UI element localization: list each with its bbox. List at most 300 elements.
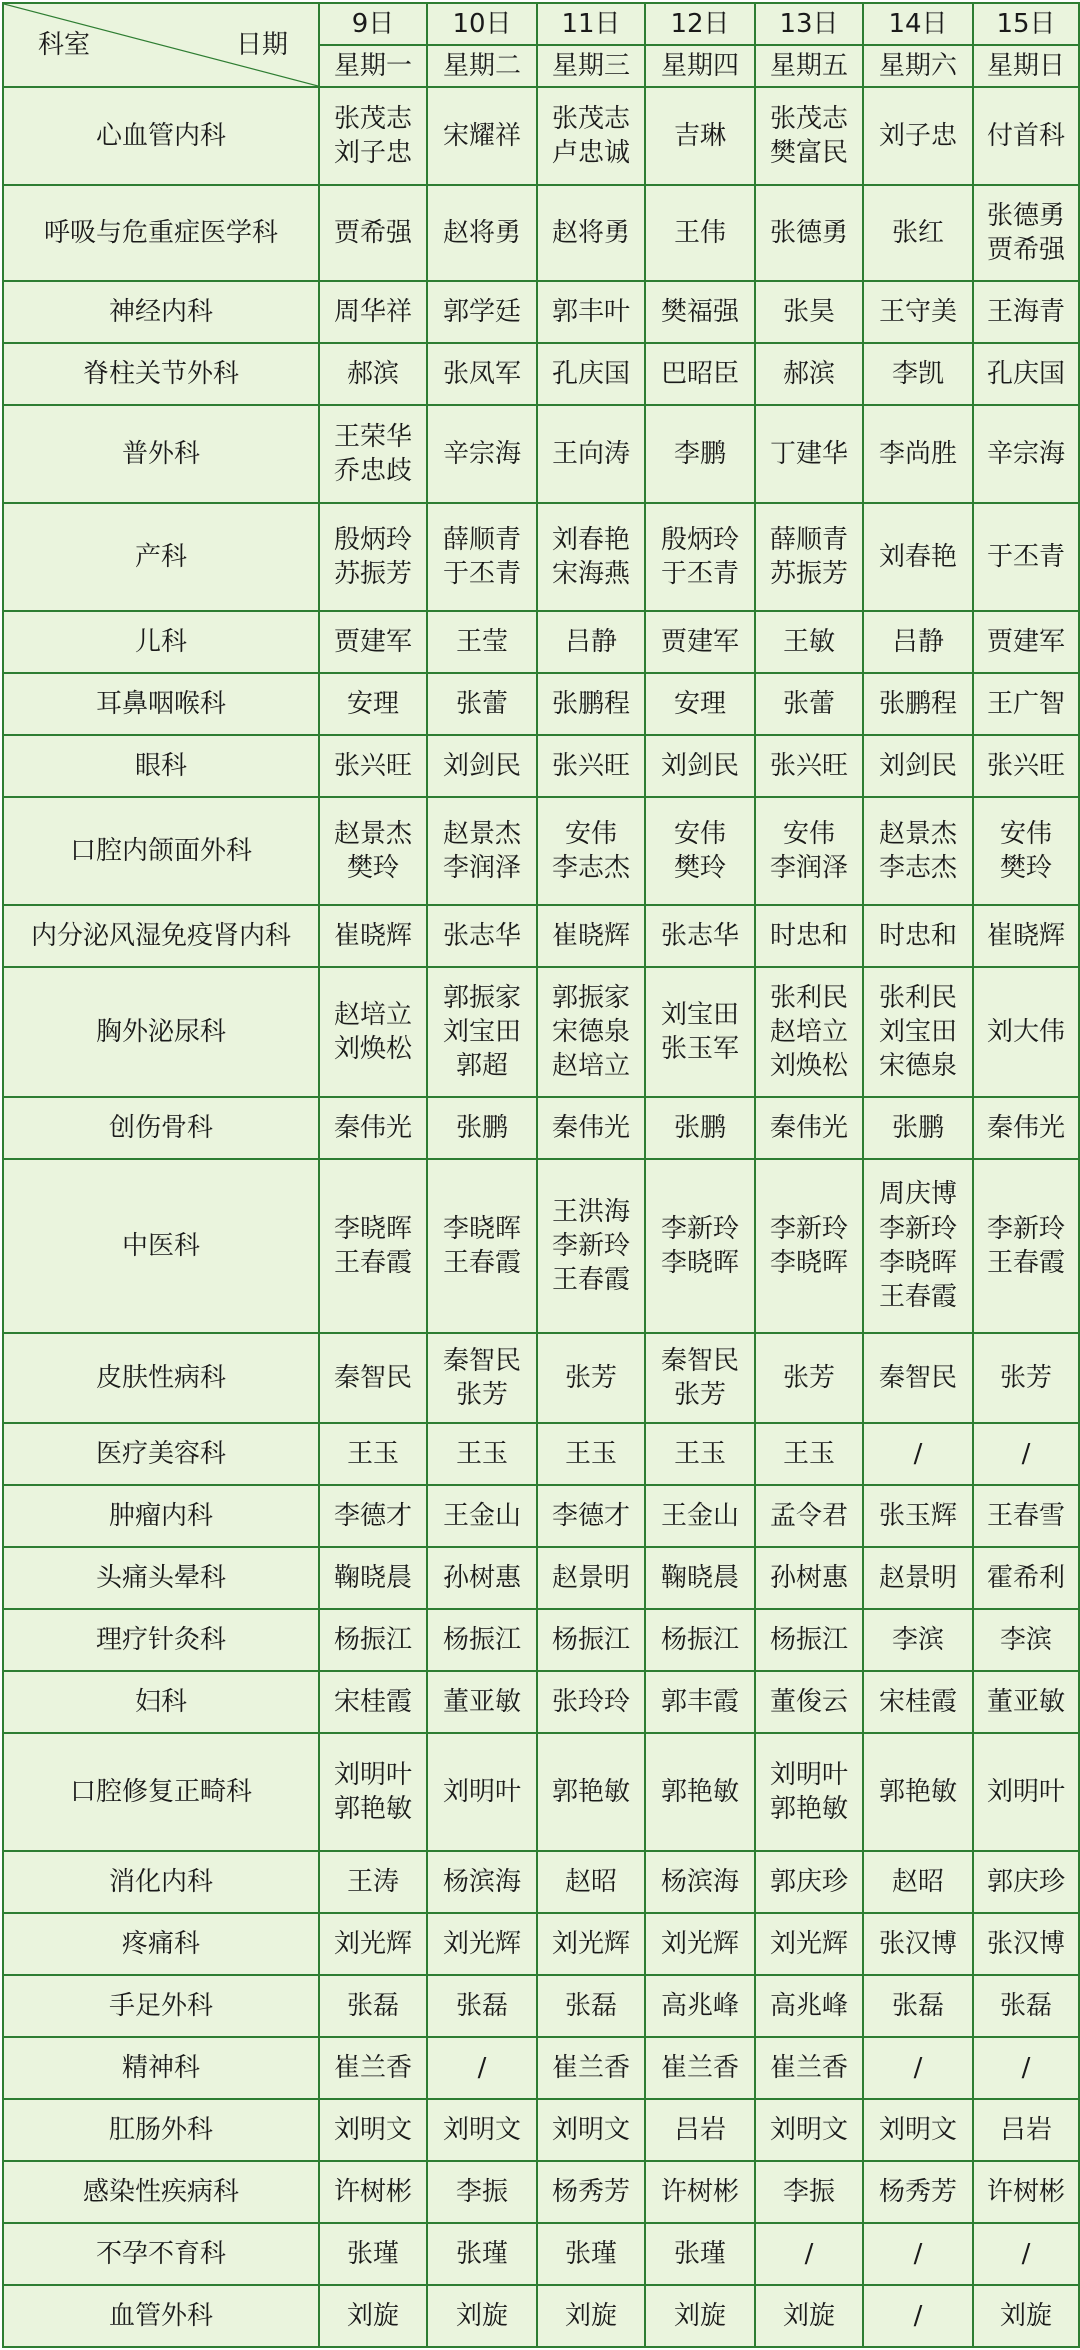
doctor-name: 贾建军 [660, 626, 739, 657]
doctor-name: 刘旋 [999, 2300, 1052, 2331]
duty-cell [863, 405, 973, 503]
department-name: 口腔修复正畸科 [3, 1733, 319, 1851]
duty-cell [755, 503, 863, 611]
duty-cell [427, 797, 537, 905]
doctor-name: 郭艳敏 [878, 1776, 957, 1807]
duty-cell [973, 503, 1079, 611]
duty-cell [427, 673, 537, 735]
doctor-name: 杨振江 [333, 1624, 412, 1655]
duty-cell [645, 735, 755, 797]
doctor-name: 张茂志 [551, 103, 630, 134]
duty-cell [863, 1913, 973, 1975]
doctor-name: 郝滨 [782, 358, 835, 389]
doctor-name: 樊玲 [999, 853, 1052, 883]
department-name: 不孕不育科 [3, 2223, 319, 2285]
doctor-name: 杨振江 [551, 1624, 630, 1655]
doctor-name: 李振 [455, 2176, 508, 2207]
duty-cell [645, 967, 755, 1097]
duty-cell [427, 1851, 537, 1913]
duty-cell [319, 2223, 427, 2285]
duty-cell [427, 281, 537, 343]
duty-cell [755, 281, 863, 343]
doctor-name: 宋海燕 [551, 559, 630, 589]
duty-cell [863, 1733, 973, 1851]
doctor-name: 秦伟光 [551, 1112, 630, 1143]
duty-cell [755, 87, 863, 185]
department-name: 口腔内颌面外科 [3, 797, 319, 905]
doctor-name: 秦伟光 [769, 1112, 848, 1143]
doctor-name: 李鹏 [673, 438, 726, 469]
duty-cell [645, 1851, 755, 1913]
department-name: 疼痛科 [3, 1913, 319, 1975]
doctor-name: 吕静 [564, 626, 617, 657]
duty-cell [863, 1671, 973, 1733]
duty-cell [645, 2223, 755, 2285]
doctor-name: 刘旋 [782, 2300, 835, 2331]
duty-cell [537, 1609, 645, 1671]
duty-cell [863, 343, 973, 405]
doctor-name: 李晓晖 [442, 1213, 521, 1244]
doctor-name: 周华祥 [333, 296, 412, 327]
doctor-name: 张瑾 [346, 2238, 399, 2269]
doctor-name: 殷炳玲 [333, 524, 412, 555]
doctor-name: 杨滨海 [442, 1866, 521, 1897]
duty-cell [645, 1913, 755, 1975]
doctor-name: 卢忠诚 [551, 138, 630, 168]
duty-cell [427, 2099, 537, 2161]
duty-cell [645, 1547, 755, 1609]
duty-cell [863, 673, 973, 735]
duty-cell [537, 2161, 645, 2223]
schedule-row [3, 1671, 1079, 1733]
schedule-row [3, 967, 1079, 1097]
doctor-name: 王玉 [346, 1438, 399, 1469]
duty-cell [863, 611, 973, 673]
duty-cell [537, 611, 645, 673]
duty-cell [537, 503, 645, 611]
duty-cell [755, 1609, 863, 1671]
doctor-name: 刘明叶 [442, 1776, 521, 1807]
duty-cell [645, 185, 755, 281]
duty-cell [973, 1733, 1079, 1851]
duty-cell [973, 1159, 1079, 1333]
doctor-name: 崔兰香 [333, 2052, 412, 2083]
duty-cell [863, 1609, 973, 1671]
doctor-name: 刘旋 [346, 2300, 399, 2331]
doctor-name: 王玉 [564, 1438, 617, 1469]
weekday-header: 星期一 [319, 45, 427, 87]
duty-cell [427, 905, 537, 967]
doctor-name: 李晓晖 [660, 1248, 739, 1278]
doctor-name: 刘光辉 [442, 1928, 521, 1959]
duty-cell [427, 87, 537, 185]
schedule-row [3, 1913, 1079, 1975]
schedule-row [3, 2161, 1079, 2223]
doctor-name: 苏振芳 [333, 559, 412, 589]
doctor-name: 付首科 [986, 120, 1065, 151]
duty-cell [319, 1913, 427, 1975]
duty-cell [755, 797, 863, 905]
duty-cell [755, 1547, 863, 1609]
date-header: 14日 [863, 3, 973, 45]
doctor-name: 郭学廷 [442, 296, 521, 327]
duty-cell [863, 905, 973, 967]
doctor-name: 张鹏 [891, 1112, 944, 1143]
doctor-name: 李志杰 [551, 853, 630, 883]
doctor-name: 霍希利 [986, 1562, 1065, 1593]
doctor-name: 安伟 [999, 818, 1052, 849]
duty-cell [319, 503, 427, 611]
doctor-name: 张瑾 [673, 2238, 726, 2269]
duty-cell [537, 1733, 645, 1851]
duty-cell [537, 797, 645, 905]
doctor-name: 董俊云 [769, 1686, 848, 1717]
doctor-name: 巴昭臣 [660, 358, 739, 389]
schedule-row [3, 905, 1079, 967]
doctor-name: 秦智民 [333, 1362, 412, 1393]
duty-cell [319, 343, 427, 405]
doctor-name: 杨秀芳 [551, 2176, 630, 2207]
doctor-name: 刘明叶 [333, 1759, 412, 1790]
date-header: 13日 [755, 3, 863, 45]
department-name: 感染性疾病科 [3, 2161, 319, 2223]
doctor-name: 崔晓辉 [551, 920, 630, 951]
doctor-name: 刘明文 [769, 2114, 848, 2145]
doctor-name: / [913, 1438, 923, 1469]
doctor-name: 李德才 [551, 1500, 630, 1531]
doctor-name: 王向涛 [551, 438, 630, 469]
duty-cell [973, 1851, 1079, 1913]
schedule-row [3, 87, 1079, 185]
duty-cell [537, 2285, 645, 2347]
duty-cell [319, 1547, 427, 1609]
schedule-row [3, 1097, 1079, 1159]
duty-cell [755, 2285, 863, 2347]
doctor-name: 郭丰霞 [660, 1686, 739, 1717]
duty-cell [319, 735, 427, 797]
doctor-name: 赵昭 [564, 1866, 617, 1897]
duty-cell [537, 2037, 645, 2099]
doctor-name: 李晓晖 [769, 1248, 848, 1278]
doctor-name: 于丕青 [442, 559, 521, 589]
duty-cell [319, 1609, 427, 1671]
duty-cell [755, 1913, 863, 1975]
duty-cell [973, 87, 1079, 185]
doctor-name: 赵景杰 [878, 818, 957, 849]
doctor-name: 王春霞 [551, 1265, 630, 1296]
doctor-name: 郭艳敏 [551, 1776, 630, 1807]
doctor-name: 刘剑民 [442, 750, 521, 781]
doctor-name: 郭丰叶 [551, 296, 630, 327]
doctor-name: 鞠晓晨 [333, 1562, 412, 1593]
duty-cell [645, 343, 755, 405]
weekday-header: 星期五 [755, 45, 863, 87]
doctor-name: 刘光辉 [769, 1928, 848, 1959]
duty-cell [537, 281, 645, 343]
doctor-name: 王伟 [673, 217, 726, 248]
doctor-name: 刘春艳 [551, 524, 630, 555]
duty-cell [645, 281, 755, 343]
doctor-name: 杨振江 [660, 1624, 739, 1655]
department-name: 儿科 [3, 611, 319, 673]
doctor-name: 刘光辉 [333, 1928, 412, 1959]
duty-cell [863, 2285, 973, 2347]
doctor-name: 刘明叶 [769, 1759, 848, 1790]
doctor-name: 李润泽 [769, 853, 848, 883]
doctor-name: 崔兰香 [769, 2052, 848, 2083]
schedule-row [3, 1333, 1079, 1423]
doctor-name: 张磊 [999, 1990, 1052, 2021]
department-name: 心血管内科 [3, 87, 319, 185]
department-name: 手足外科 [3, 1975, 319, 2037]
duty-cell [755, 1485, 863, 1547]
doctor-name: 贾建军 [333, 626, 412, 657]
duty-cell [645, 905, 755, 967]
doctor-name: 贾希强 [333, 217, 412, 248]
doctor-name: 宋桂霞 [333, 1686, 412, 1717]
doctor-name: 王荣华 [333, 421, 412, 452]
doctor-name: 张磊 [891, 1990, 944, 2021]
duty-cell [973, 905, 1079, 967]
duty-cell [755, 1423, 863, 1485]
doctor-name: / [1021, 2052, 1031, 2083]
doctor-name: 许树彬 [333, 2176, 412, 2207]
doctor-name: 刘剑民 [878, 750, 957, 781]
doctor-name: 张兴旺 [333, 750, 412, 781]
doctor-name: / [1021, 1438, 1031, 1469]
duty-cell [645, 87, 755, 185]
duty-cell [973, 2223, 1079, 2285]
duty-cell [537, 1851, 645, 1913]
duty-cell [863, 797, 973, 905]
duty-cell [863, 1333, 973, 1423]
doctor-name: 秦伟光 [333, 1112, 412, 1143]
doctor-name: 李凯 [891, 358, 944, 389]
duty-cell [755, 343, 863, 405]
duty-cell [973, 1097, 1079, 1159]
doctor-name: 王洪海 [551, 1196, 630, 1227]
department-name: 呼吸与危重症医学科 [3, 185, 319, 281]
duty-cell [645, 2161, 755, 2223]
department-name: 耳鼻咽喉科 [3, 673, 319, 735]
doctor-name: 张德勇 [986, 200, 1065, 231]
schedule-row [3, 1733, 1079, 1851]
duty-cell [645, 2285, 755, 2347]
doctor-name: 张磊 [346, 1990, 399, 2021]
doctor-name: 贾希强 [986, 235, 1065, 265]
duty-cell [319, 905, 427, 967]
department-name: 眼科 [3, 735, 319, 797]
duty-cell [319, 1333, 427, 1423]
duty-cell [537, 1333, 645, 1423]
duty-cell [755, 1671, 863, 1733]
schedule-row [3, 1547, 1079, 1609]
department-name: 头痛头晕科 [3, 1547, 319, 1609]
schedule-row [3, 611, 1079, 673]
duty-cell [973, 1671, 1079, 1733]
doctor-name: 李滨 [999, 1624, 1052, 1655]
duty-cell [863, 2099, 973, 2161]
doctor-name: 李新玲 [878, 1213, 957, 1244]
duty-cell [863, 1851, 973, 1913]
duty-cell [973, 185, 1079, 281]
doctor-name: 王春霞 [878, 1282, 957, 1313]
duty-cell [973, 2161, 1079, 2223]
duty-cell [755, 2099, 863, 2161]
doctor-name: 张芳 [999, 1362, 1052, 1393]
doctor-name: 吕静 [891, 626, 944, 657]
duty-cell [427, 2285, 537, 2347]
doctor-name: 吕岩 [999, 2114, 1052, 2145]
doctor-name: 王玉 [673, 1438, 726, 1469]
doctor-name: 孔庆国 [551, 358, 630, 389]
doctor-name: 秦智民 [442, 1345, 521, 1376]
duty-cell [427, 1609, 537, 1671]
doctor-name: 王广智 [986, 688, 1065, 719]
duty-cell [537, 1547, 645, 1609]
schedule-row [3, 2099, 1079, 2161]
duty-cell [645, 503, 755, 611]
duty-cell [973, 405, 1079, 503]
duty-cell [973, 1609, 1079, 1671]
department-name: 理疗针灸科 [3, 1609, 319, 1671]
doctor-name: 于丕青 [986, 541, 1065, 572]
duty-cell [645, 611, 755, 673]
doctor-name: / [1021, 2238, 1031, 2269]
doctor-name: 王金山 [442, 1500, 521, 1531]
duty-cell [319, 797, 427, 905]
doctor-name: 王莹 [455, 626, 508, 657]
duty-cell [427, 967, 537, 1097]
department-name: 肿瘤内科 [3, 1485, 319, 1547]
doctor-name: 王春雪 [986, 1500, 1065, 1531]
doctor-name: 李晓晖 [333, 1213, 412, 1244]
doctor-name: / [913, 2052, 923, 2083]
doctor-name: 安伟 [564, 818, 617, 849]
duty-cell [755, 405, 863, 503]
doctor-name: 刘明文 [442, 2114, 521, 2145]
doctor-name: 张昊 [782, 296, 835, 327]
doctor-name: 张磊 [564, 1990, 617, 2021]
date-axis-label: 日期 [235, 30, 288, 60]
doctor-name: 张凤军 [442, 358, 521, 389]
doctor-name: 王涛 [346, 1866, 399, 1897]
header-date-row [3, 3, 1079, 45]
date-header: 12日 [645, 3, 755, 45]
doctor-name: 张鹏程 [878, 688, 957, 719]
duty-cell [973, 673, 1079, 735]
doctor-name: 薛顺青 [442, 524, 521, 555]
duty-cell [755, 185, 863, 281]
doctor-name: 张兴旺 [551, 750, 630, 781]
duty-schedule-table [2, 2, 1080, 2348]
doctor-name: 刘光辉 [660, 1928, 739, 1959]
duty-cell [755, 1975, 863, 2037]
duty-cell [537, 1975, 645, 2037]
doctor-name: 刘光辉 [551, 1928, 630, 1959]
department-name: 胸外泌尿科 [3, 967, 319, 1097]
duty-cell [973, 797, 1079, 905]
doctor-name: 安伟 [673, 818, 726, 849]
doctor-name: 刘旋 [673, 2300, 726, 2331]
doctor-name: 李润泽 [442, 853, 521, 883]
doctor-name: 秦伟光 [986, 1112, 1065, 1143]
doctor-name: 李新玲 [986, 1213, 1065, 1244]
doctor-name: 张兴旺 [986, 750, 1065, 781]
department-name: 中医科 [3, 1159, 319, 1333]
duty-cell [319, 87, 427, 185]
doctor-name: 张鹏程 [551, 688, 630, 719]
doctor-name: 殷炳玲 [660, 524, 739, 555]
duty-cell [863, 1423, 973, 1485]
schedule-row [3, 735, 1079, 797]
doctor-name: 赵将勇 [442, 217, 521, 248]
duty-cell [319, 2099, 427, 2161]
doctor-name: 张利民 [878, 982, 957, 1013]
duty-cell [427, 405, 537, 503]
duty-cell [645, 797, 755, 905]
duty-cell [973, 2099, 1079, 2161]
duty-cell [537, 1423, 645, 1485]
doctor-name: 张茂志 [769, 103, 848, 134]
doctor-name: 樊玲 [673, 853, 726, 883]
doctor-name: 刘剑民 [660, 750, 739, 781]
doctor-name: 刘宝田 [442, 1016, 521, 1047]
department-name: 肛肠外科 [3, 2099, 319, 2161]
duty-cell [427, 1097, 537, 1159]
duty-cell [755, 2037, 863, 2099]
weekday-header: 星期六 [863, 45, 973, 87]
duty-cell [319, 1851, 427, 1913]
doctor-name: 孟令君 [769, 1500, 848, 1531]
doctor-name: 李新玲 [769, 1213, 848, 1244]
duty-cell [319, 185, 427, 281]
doctor-name: 张鹏 [673, 1112, 726, 1143]
doctor-name: 刘明文 [551, 2114, 630, 2145]
duty-cell [427, 1733, 537, 1851]
duty-cell [319, 1671, 427, 1733]
doctor-name: 孙树惠 [769, 1562, 848, 1593]
doctor-name: 宋德泉 [551, 1016, 630, 1047]
doctor-name: 崔兰香 [551, 2052, 630, 2083]
department-name: 神经内科 [3, 281, 319, 343]
duty-cell [427, 503, 537, 611]
duty-cell [863, 2223, 973, 2285]
duty-cell [427, 611, 537, 673]
weekday-header: 星期二 [427, 45, 537, 87]
duty-cell [319, 611, 427, 673]
schedule-row [3, 2285, 1079, 2347]
doctor-name: 刘子忠 [878, 120, 957, 151]
schedule-row [3, 343, 1079, 405]
duty-cell [537, 1097, 645, 1159]
doctor-name: 赵将勇 [551, 217, 630, 248]
doctor-name: 王春霞 [442, 1248, 521, 1278]
schedule-row [3, 405, 1079, 503]
doctor-name: 赵培立 [769, 1016, 848, 1047]
doctor-name: 刘子忠 [333, 138, 412, 168]
duty-cell [755, 2161, 863, 2223]
duty-cell [319, 1159, 427, 1333]
doctor-name: 张磊 [455, 1990, 508, 2021]
duty-cell [537, 735, 645, 797]
duty-cell [755, 1851, 863, 1913]
doctor-name: 张玉军 [660, 1034, 739, 1064]
duty-cell [427, 2161, 537, 2223]
schedule-row [3, 1423, 1079, 1485]
duty-cell [755, 1333, 863, 1423]
doctor-name: 吉琳 [673, 120, 726, 151]
